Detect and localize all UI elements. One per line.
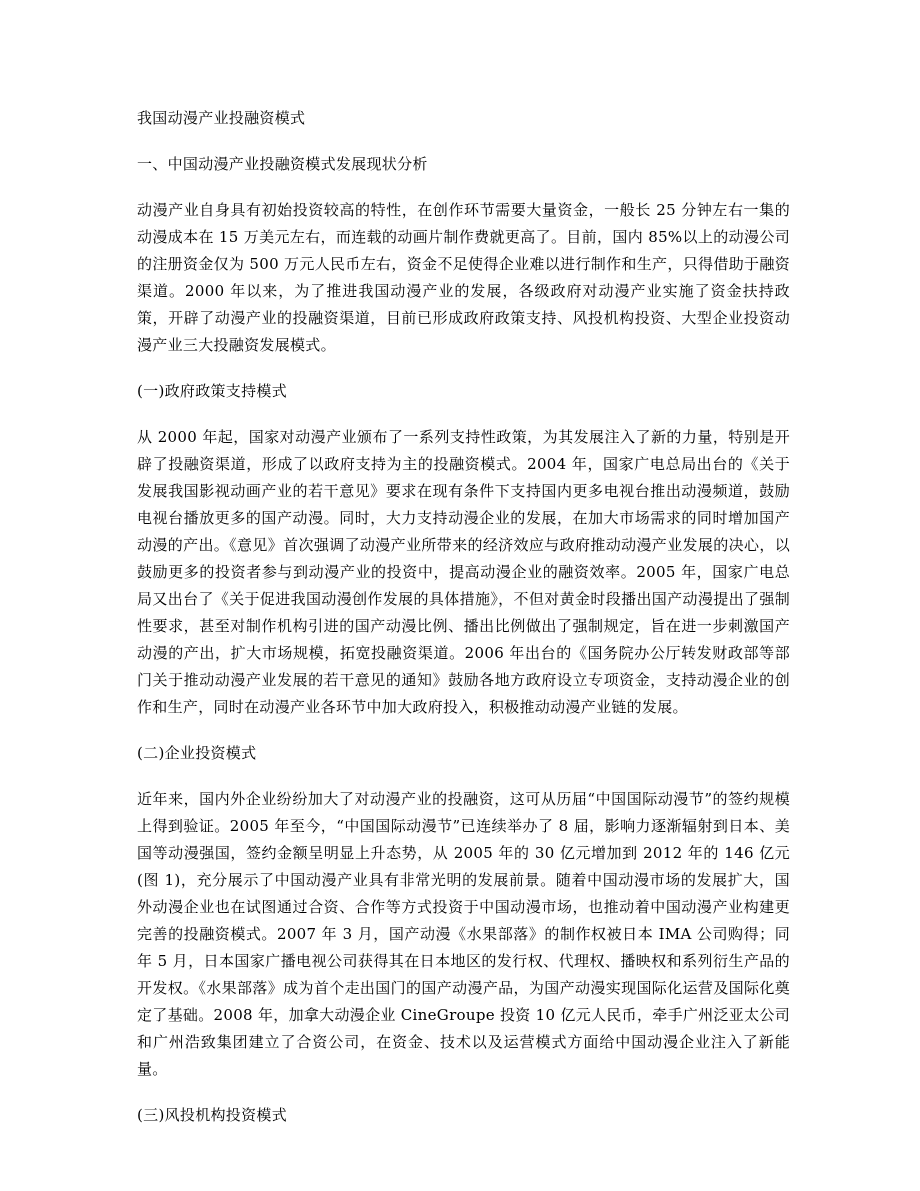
section-heading-venture-capital: (三)风投机构投资模式	[137, 1106, 288, 1124]
paragraph-government-policy: 从 2000 年起，国家对动漫产业颁布了一系列支持性政策，为其发展注入了新的力量，特别是开辟了投融资渠道，形成了以政府支持为主的投融资模式。2004 年，国家广电总局出台的《关于发展我国影视动画产业的若干意见》要求在现有条件下支持国内更多电视台推出动漫频道，鼓励电视台播放更多的国产动漫。同时，大力支持动漫企业的发展，在加大市场需求的同时增加国产动漫的产出。《意见》首次强调了动漫产业所带来的经济效应与政府推动动漫产业发展的决心，以鼓励更多的投资者参与到动漫产业的投资中，提高动漫企业的融资效率。2005 年，国家广电总局又出台了《关于促进我国动漫创作发展的具体措施》，不但对黄金时段播出国产动漫提出了强制性要求，甚至对制作机构引进的国产动漫比例、播出比例做出了强制规定，旨在进一步刺激国产动漫的产出，扩大市场规模，拓宽投融资渠道。2006 年出台的《国务院办公厅转发财政部等部门关于推动动漫产业发展的若干意见的通知》鼓励各地方政府设立专项资金，支持动漫企业的创作和生产，同时在动漫产业各环节中加大政府投入，积极推动动漫产业链的发展。	[137, 428, 790, 716]
section-heading-overview: 一、中国动漫产业投融资模式发展现状分析	[137, 155, 428, 173]
paragraph-enterprise-investment: 近年来，国内外企业纷纷加大了对动漫产业的投融资，这可从历届“中国国际动漫节”的签约规模上得到验证。2005 年至今，“中国国际动漫节”已连续举办了 8 届，影响力逐渐辐射到日本、美国等动漫强国，签约金额呈明显上升态势，从 2005 年的 30 亿元增加到 2012 年的 146 亿元(图 1)，充分展示了中国动漫产业具有非常光明的发展前景。随着中国动漫市场的发展扩大，国外动漫企业也在试图通过合资、合作等方式投资于中国动漫市场，也推动着中国动漫产业构建更完善的投融资模式。2007 年 3 月，国产动漫《水果部落》的制作权被日本 IMA 公司购得；同年 5 月，日本国家广播电视公司获得其在日本地区的发行权、代理权、播映权和系列衍生产品的开发权。《水果部落》成为首个走出国门的国产动漫产品，为国产动漫实现国际化运营及国际化奠定了基础。2008 年，加拿大动漫企业 CineGroupe 投资 10 亿元人民币，牵手广州泛亚太公司和广州浩致集团建立了合资公司，在资金、技术以及运营模式方面给中国动漫企业注入了新能量。	[137, 790, 790, 1078]
section-heading-enterprise-investment: (二)企业投资模式	[137, 744, 257, 762]
document-title: 我国动漫产业投融资模式	[137, 109, 306, 127]
section-heading-government-policy: (一)政府政策支持模式	[137, 382, 288, 400]
paragraph-overview: 动漫产业自身具有初始投资较高的特性，在创作环节需要大量资金，一般长 25 分钟左右一集的动漫成本在 15 万美元左右，而连载的动画片制作费就更高了。目前，国内 85%以上的动漫公司的注册资金仅为 500 万元人民币左右，资金不足使得企业难以进行制作和生产，只得借助于融资渠道。2000 年以来，为了推进我国动漫产业的发展，各级政府对动漫产业实施了资金扶持政策，开辟了动漫产业的投融资渠道，目前已形成政府政策支持、风投机构投资、大型企业投资动漫产业三大投融资发展模式。	[137, 201, 790, 354]
